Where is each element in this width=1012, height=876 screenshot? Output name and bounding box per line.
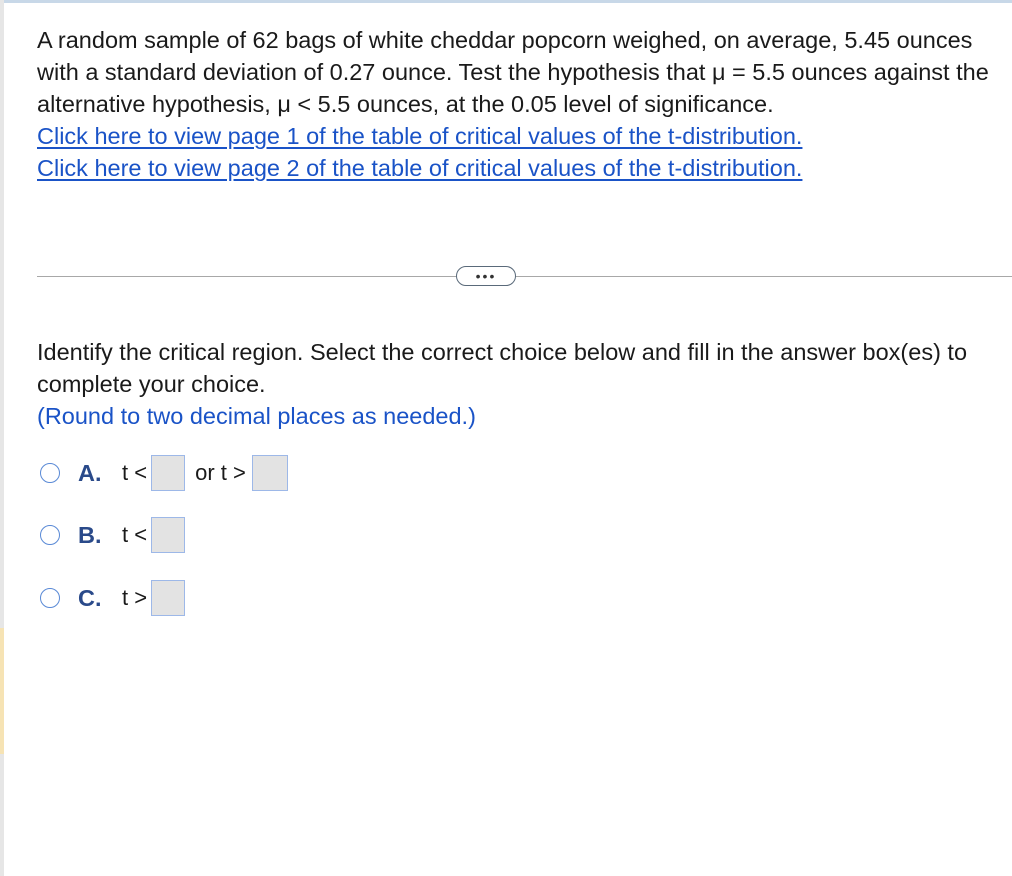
instructions-block	[37, 336, 987, 432]
choice-b-prefix: t <	[122, 522, 148, 547]
choice-a-answer-box-1[interactable]	[151, 455, 185, 491]
choice-c-prefix: t >	[122, 585, 148, 610]
t-table-page-1-link[interactable]: Click here to view page 1 of the table of critical values of the t-distribution.	[37, 123, 803, 149]
choice-c-answer-box[interactable]	[151, 580, 185, 616]
t-table-page-2-link[interactable]: Click here to view page 2 of the table of critical values of the t-distribution.	[37, 155, 803, 181]
rounding-hint: (Round to two decimal places as needed.)	[37, 403, 476, 429]
choice-b[interactable]	[40, 517, 185, 553]
choice-b-answer-box[interactable]	[151, 517, 185, 553]
left-frame-accent	[0, 628, 4, 754]
section-divider	[37, 276, 1012, 277]
choice-c-radio[interactable]	[40, 588, 60, 608]
choice-c[interactable]	[40, 580, 185, 616]
choice-a-middle: or t >	[195, 460, 246, 485]
choice-a-prefix: t <	[122, 460, 148, 485]
top-border	[0, 0, 1012, 3]
choice-a[interactable]	[40, 455, 288, 491]
question-block	[37, 24, 997, 184]
choice-b-radio[interactable]	[40, 525, 60, 545]
choice-a-answer-box-2[interactable]	[252, 455, 288, 491]
question-text: A random sample of 62 bags of white cheddar popcorn weighed, on average, 5.45 ounces with a standard deviation of 0.27 ounce. Test the hypothesis that μ = 5.5 ounces against the alternative hypothesis, μ < 5.5 ounces, at the 0.05 level of significance.	[37, 27, 989, 117]
choice-c-letter: C.	[78, 584, 102, 611]
ellipsis-icon: •••	[475, 268, 497, 284]
choice-b-letter: B.	[78, 521, 102, 548]
choice-a-letter: A.	[78, 459, 102, 486]
instructions-text: Identify the critical region. Select the correct choice below and fill in the answer box(es) to complete your choice.	[37, 339, 968, 397]
expand-more-button[interactable]	[456, 266, 516, 286]
table-links	[37, 120, 997, 184]
choice-a-radio[interactable]	[40, 463, 60, 483]
